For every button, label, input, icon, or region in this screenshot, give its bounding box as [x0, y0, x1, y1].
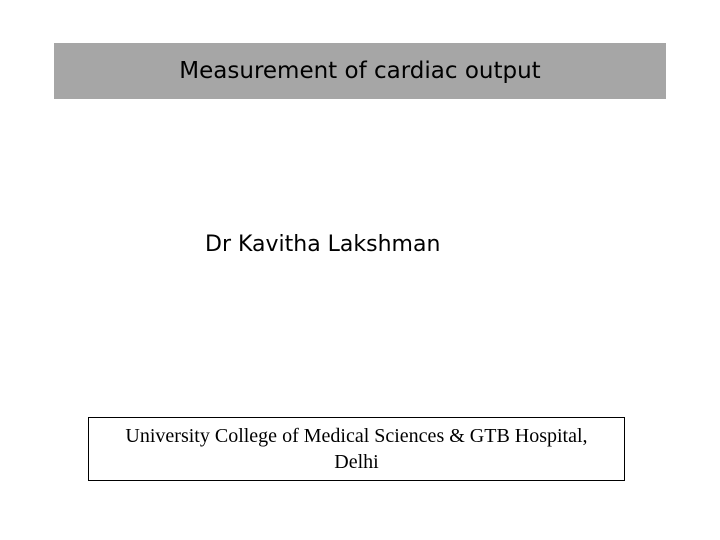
slide-title: Measurement of cardiac output [179, 58, 541, 84]
affiliation-text: University College of Medical Sciences & GTB Hospital, Delhi [125, 425, 588, 473]
affiliation-box [88, 417, 625, 481]
author-name: Dr Kavitha Lakshman [205, 232, 441, 257]
title-bar [54, 43, 666, 99]
